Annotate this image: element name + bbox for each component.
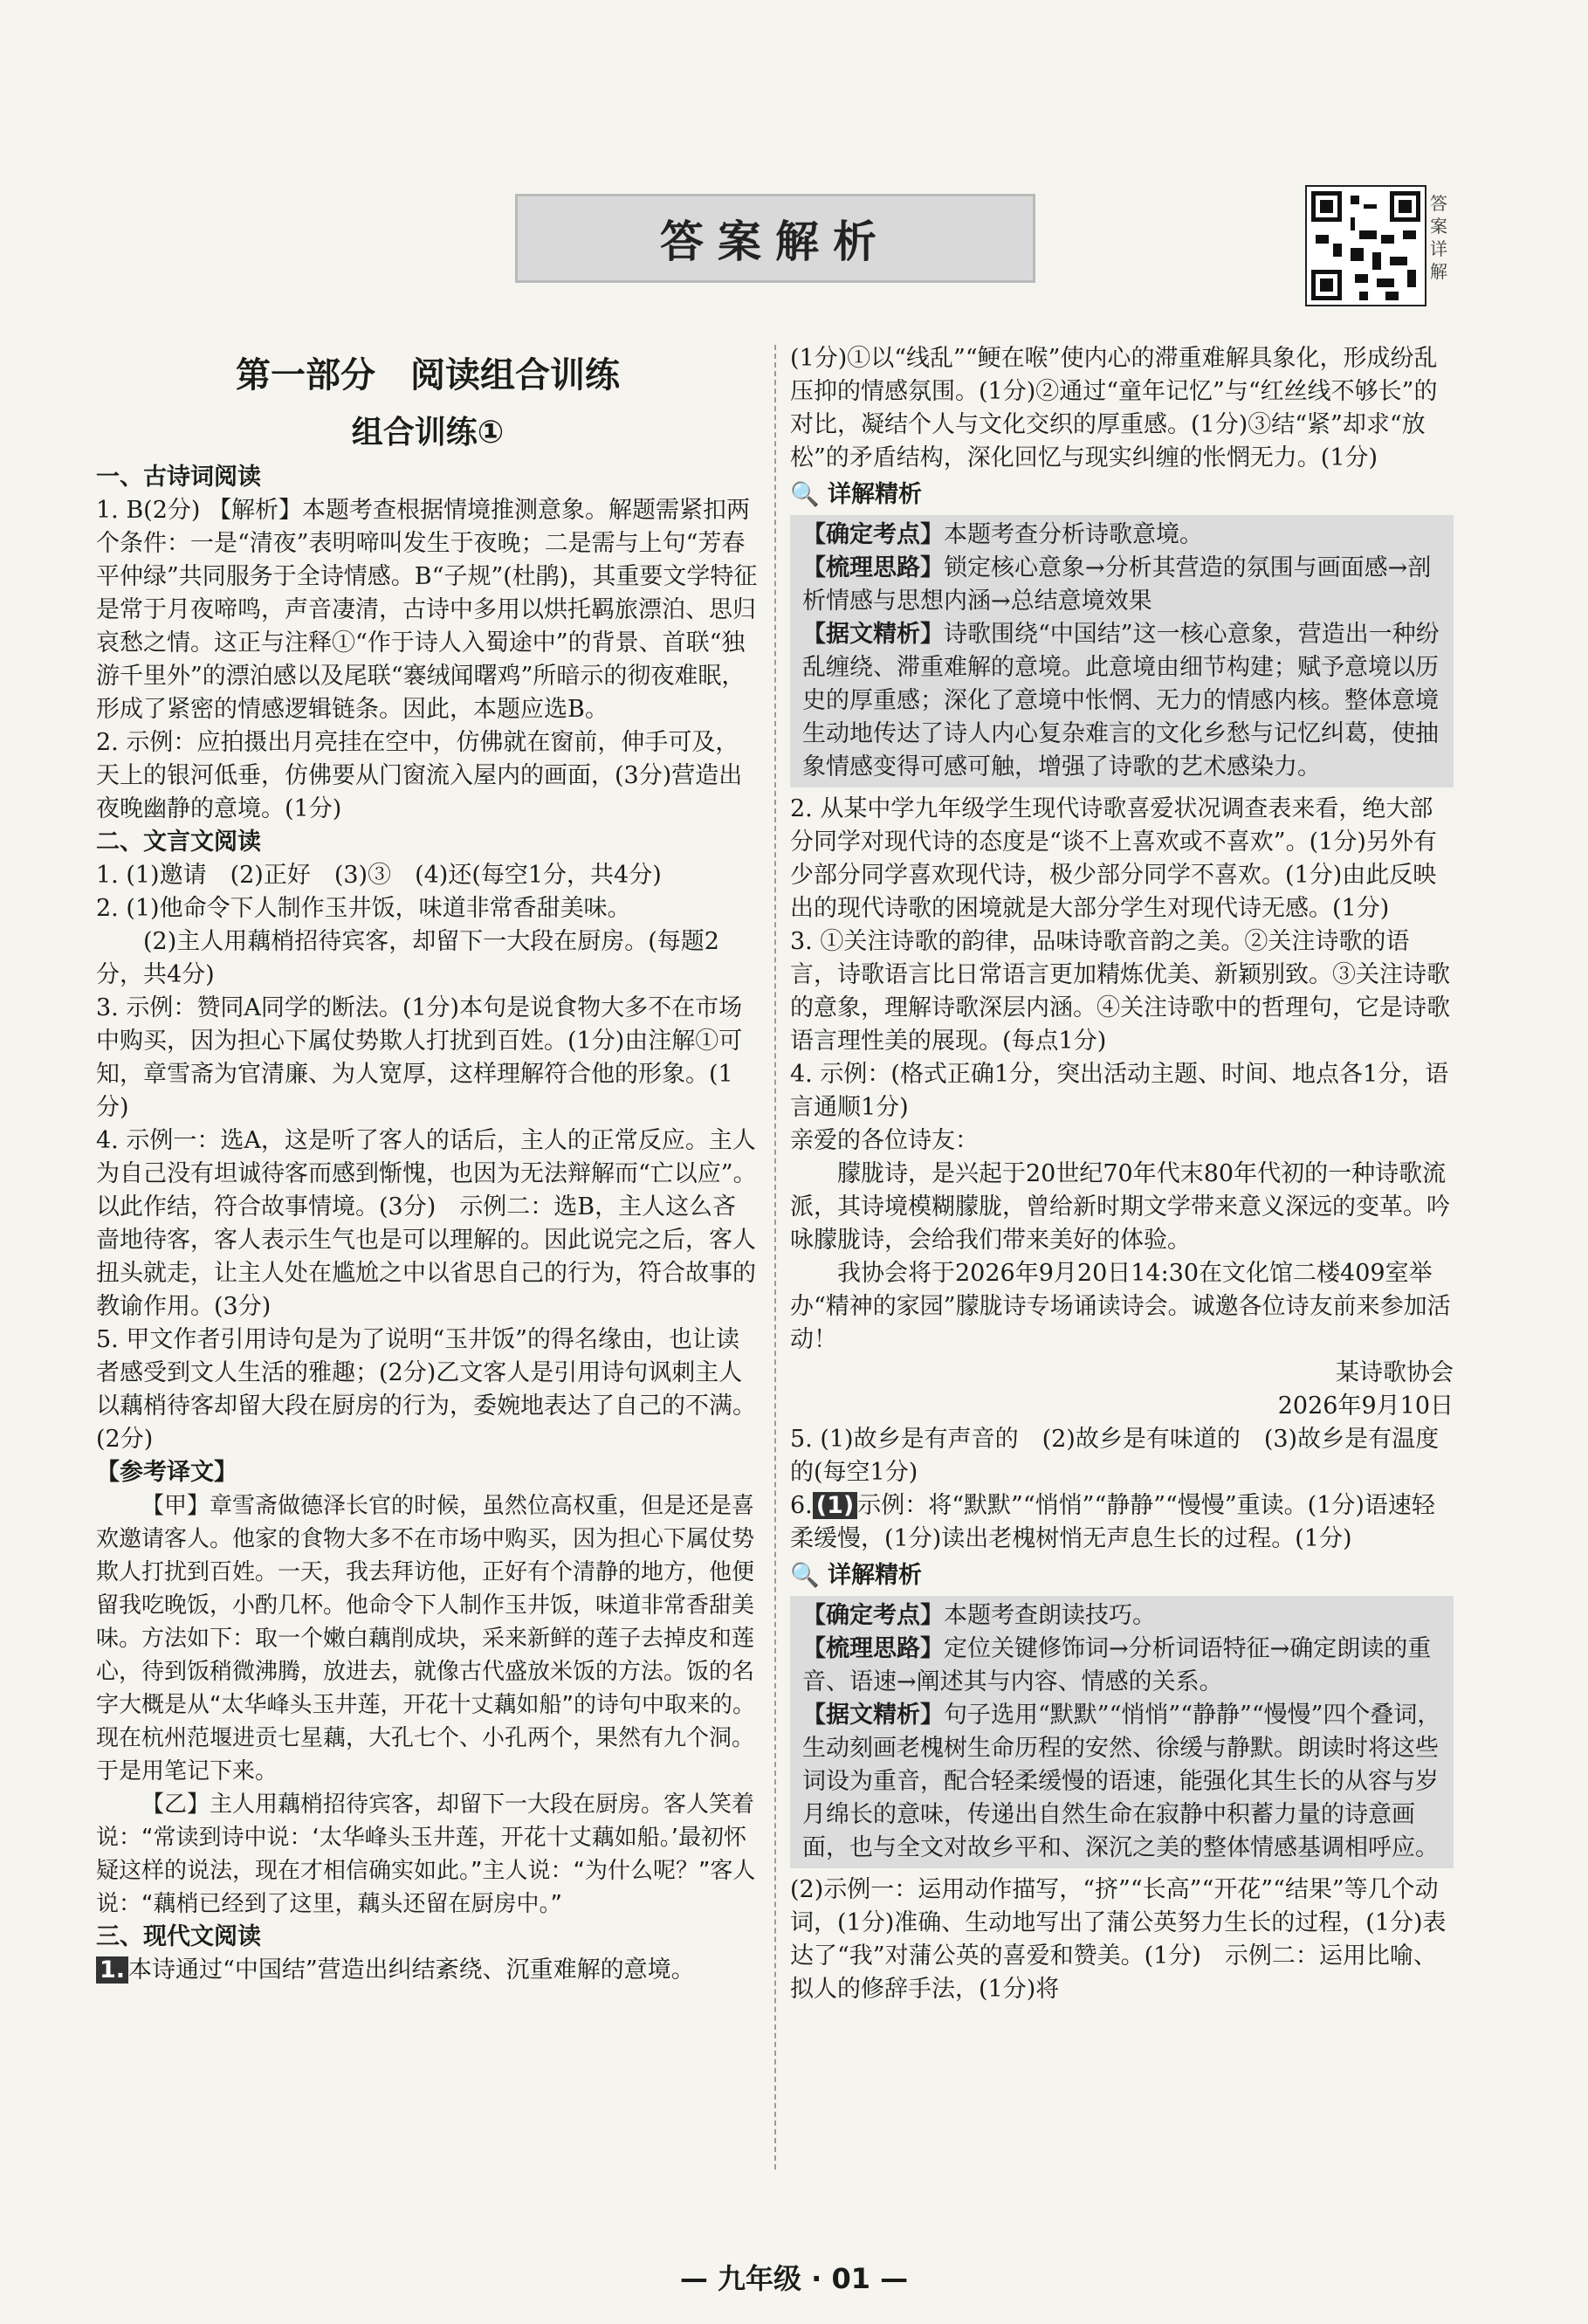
answer-item: 6. (1) 示例：将“默默”“悄悄”“静静”“慢慢”重读。(1分)语速轻柔缓慢，(1分)读出老槐树悄无声息生长的过程。(1分) xyxy=(790,1492,1435,1552)
page-title: 答案解析 xyxy=(515,194,1035,283)
translation-paragraph: 【甲】章雪斋做德泽长官的时候，虽然位高权重，但是还是喜欢邀请客人。他家的食物大多不在市场中购买，因为担心下属仗势欺人打扰到百姓。一天，我去拜访他，正好有个清静的地方，他便留我吃晚饭，小酌几杯。他命令下人制作玉井饭，味道非常香甜美味。方法如下：取一个嫩白藕削成块，采来新鲜的莲子去掉皮和莲心，待到饭稍微沸腾，放进去，就像古代盛放米饭的方法。饭的名字大概是从“太华峰头玉井莲，开花十丈藕如船”的诗句中取来的。现在杭州范堰进贡七星藕，大孔七个、小孔两个，果然有九个洞。于是用笔记下来。 xyxy=(96,1493,755,1784)
translation-heading: 【参考译文】 xyxy=(96,1459,237,1486)
answer-item: 4. 示例一：选A，这是听了客人的话后，主人的正常反应。主人为自己没有坦诚待客而感到惭愧，也因为无法辩解而“亡以应”。以此作结，符合故事情境。(3分) 示例二：选B，主人这么吝啬地待客，客人表示生气也是可以理解的。因此说完之后，客人扭头就走，让主人处在尴尬之中以省思自己的行为，符合故事的教谕作用。(3分) xyxy=(96,1127,757,1320)
detail-tag: 【确定考点】 xyxy=(802,1602,944,1629)
answer-item: 3. 示例：赞同A同学的断法。(1分)本句是说食物大多不在市场中购买，因为担心下属仗势欺人打扰到百姓。(1分)由注解①可知，章雪斋为官清廉、为人宽厚，这样理解符合他的形象。(1分) xyxy=(96,994,743,1121)
answer-item: 1. B(2分) 【解析】本题考查根据情境推测意象。解题需紧扣两个条件：一是“清夜”表明啼叫发生于夜晚；二是需与上句“芳春平仲绿”共同服务于全诗情感。B“子规”(杜鹃)，其重要文学特征是常于月夜啼鸣，声音凄清，古诗中多用以烘托羁旅漂泊、思归哀愁之情。这正与注释①“作于诗人入蜀途中”的背景、首联“独游千里外”的漂泊感以及尾联“褰绒闻曙鸡”所暗示的彻夜难眠，形成了紧密的情感逻辑链条。因此，本题应选B。 xyxy=(96,497,758,723)
detail-tag: 【据文精析】 xyxy=(802,1702,944,1729)
section-heading: 一、古诗词阅读 xyxy=(96,464,261,491)
answer-item: (2)示例一：运用动作描写，“挤”“长高”“开花”“结果”等几个动词，(1分)准确、生动地写出了蒲公英努力生长的过程，(1分)表达了“我”对蒲公英的喜爱和赞美。(1分) 示例二：运用比喻、拟人的修辞手法，(1分)将 xyxy=(790,1876,1447,2003)
column-divider xyxy=(774,345,776,2169)
detail-tag: 【梳理思路】 xyxy=(802,1635,944,1662)
section-heading: 二、文言文阅读 xyxy=(96,829,261,856)
detail-tag: 【梳理思路】 xyxy=(802,554,944,581)
answer-item: 2. 示例：应拍摄出月亮挂在空中，仿佛就在窗前，伸手可及，天上的银河低垂，仿佛要从门窗流入屋内的画面，(3分)营造出夜晚幽静的意境。(1分) xyxy=(96,729,743,822)
letter-date: 2026年9月10日 xyxy=(1277,1392,1454,1420)
letter-paragraph: 朦胧诗，是兴起于20世纪70年代末80年代初的一种诗歌流派，其诗境模糊朦胧，曾给新时期文学带来意义深远的变革。吟咏朦胧诗，会给我们带来美好的体验。 xyxy=(790,1160,1450,1254)
detail-heading: 🔍 详解精析 xyxy=(790,481,923,508)
answer-item: 2. 从某中学九年级学生现代诗歌喜爱状况调查表来看，绝大部分同学对现代诗的态度是“谈不上喜欢或不喜欢”。(1分)另外有少部分同学喜欢现代诗，极少部分同学不喜欢。(1分)由此反映出的现代诗歌的困境就是大部分学生对现代诗无感。(1分) xyxy=(790,795,1437,922)
answer-item: 5. 甲文作者引用诗句是为了说明“玉井饭”的得名缘由，也让读者感受到文人生活的雅趣；(2分)乙文客人是引用诗句讽刺主人以藕梢待客却留大段在厨房的行为，委婉地表达了自己的不满。(2分) xyxy=(96,1326,756,1453)
letter-paragraph: 我协会将于2026年9月20日14:30在文化馆二楼409室举办“精神的家园”朦胧诗专场诵读诗会。诚邀各位诗友前来参加活动！ xyxy=(790,1260,1451,1353)
qr-code-icon[interactable] xyxy=(1305,185,1426,306)
detail-heading: 🔍 详解精析 xyxy=(790,1562,923,1589)
answer-item: (1分)①以“线乱”“鲠在喉”使内心的滞重难解具象化，形成纷乱压抑的情感氛围。(1分)②通过“童年记忆”与“红丝线不够长”的对比，凝结个人与文化交织的厚重感。(1分)③结“紧”却求“放松”的矛盾结构，深化回忆与现实纠缠的怅惘无力。(1分) xyxy=(790,345,1438,471)
magnifier-icon: 🔍 xyxy=(790,1562,820,1589)
right-column xyxy=(790,342,1454,2006)
answer-item: 4. 示例：(格式正确1分，突出活动主题、时间、地点各1分，语言通顺1分) xyxy=(790,1061,1449,1121)
sub-question-mark: (1) xyxy=(813,1492,857,1519)
letter-signature: 某诗歌协会 xyxy=(1336,1359,1454,1386)
answer-item: (2)主人用藕梢招待宾客，却留下一大段在厨房。(每题2分，共4分) xyxy=(96,928,719,988)
question-number: 6. xyxy=(790,1492,813,1519)
question-number: 1. xyxy=(96,1956,128,1984)
section-heading: 三、现代文阅读 xyxy=(96,1923,261,1950)
detail-tag: 【确定考点】 xyxy=(802,521,944,548)
answer-item: 3. ①关注诗歌的韵律，品味诗歌音韵之美。②关注诗歌的语言，诗歌语言比日常语言更加精炼优美、新颖别致。③关注诗歌的意象，理解诗歌深层内涵。④关注诗歌中的哲理句，它是诗歌语言理性美的展现。(每点1分) xyxy=(790,928,1450,1055)
answer-text: 本诗通过“中国结”营造出纠结紊绕、沉重难解的意境。 xyxy=(128,1956,695,1984)
answer-item: 1. (1)邀请 (2)正好 (3)③ (4)还(每空1分，共4分) xyxy=(96,862,662,889)
qr-label: 答案详解 xyxy=(1430,193,1447,282)
left-column xyxy=(96,349,760,1987)
page-footer: — 九年级 · 01 — xyxy=(679,2262,909,2295)
letter-greeting: 亲爱的各位诗友： xyxy=(790,1127,979,1154)
answer-item: 5. (1)故乡是有声音的 (2)故乡是有味道的 (3)故乡是有温度的(每空1分) xyxy=(790,1426,1440,1486)
answer-item xyxy=(96,1954,760,1987)
translation-paragraph: 【乙】主人用藕梢招待宾客，却留下一大段在厨房。客人笑着说：“常读到诗中说：‘太华峰头玉井莲，开花十丈藕如船。’最初怀疑这样的说法，现在才相信确实如此。”主人说：“为什么呢？”客人说：“藕梢已经到了这里，藕头还留在厨房中。” xyxy=(96,1791,756,1917)
unit-title: 组合训练① xyxy=(351,415,505,450)
magnifier-icon: 🔍 xyxy=(790,481,820,508)
answer-item: 2. (1)他命令下人制作玉井饭，味道非常香甜美味。 xyxy=(96,895,631,922)
part-title: 第一部分 阅读组合训练 xyxy=(236,355,620,395)
detail-tag: 【据文精析】 xyxy=(802,621,944,648)
detail-box: 【确定考点】本题考查朗读技巧。 【梳理思路】定位关键修饰词→分析词语特征→确定朗读的重音、语速→阐述其与内容、情感的关系。 【据文精析】句子选用“默默”“悄悄”“静静”“慢慢”四个叠词，生动刻画老槐树生命历程的安然、徐缓与静默。朗读时将这些词设为重音，配合轻柔缓慢的语速，能强化其生长的从容与岁月绵长的意味，传递出自然生命在寂静中积蓄力量的诗意画面，也与全文对故乡平和、深沉之美的整体情感基调相呼应。 xyxy=(790,1596,1454,1868)
detail-box: 【确定考点】本题考查分析诗歌意境。 【梳理思路】锁定核心意象→分析其营造的氛围与画面感→剖析情感与思想内涵→总结意境效果 【据文精析】诗歌围绕“中国结”这一核心意象，营造出一种纷乱缠绕、滞重难解的意境。此意境由细节构建；赋予意境以历史的厚重感；深化了意境中怅惘、无力的情感内核。整体意境生动地传达了诗人内心复杂难言的文化乡愁与记忆纠葛，使抽象情感变得可感可触，增强了诗歌的艺术感染力。 xyxy=(790,515,1454,787)
